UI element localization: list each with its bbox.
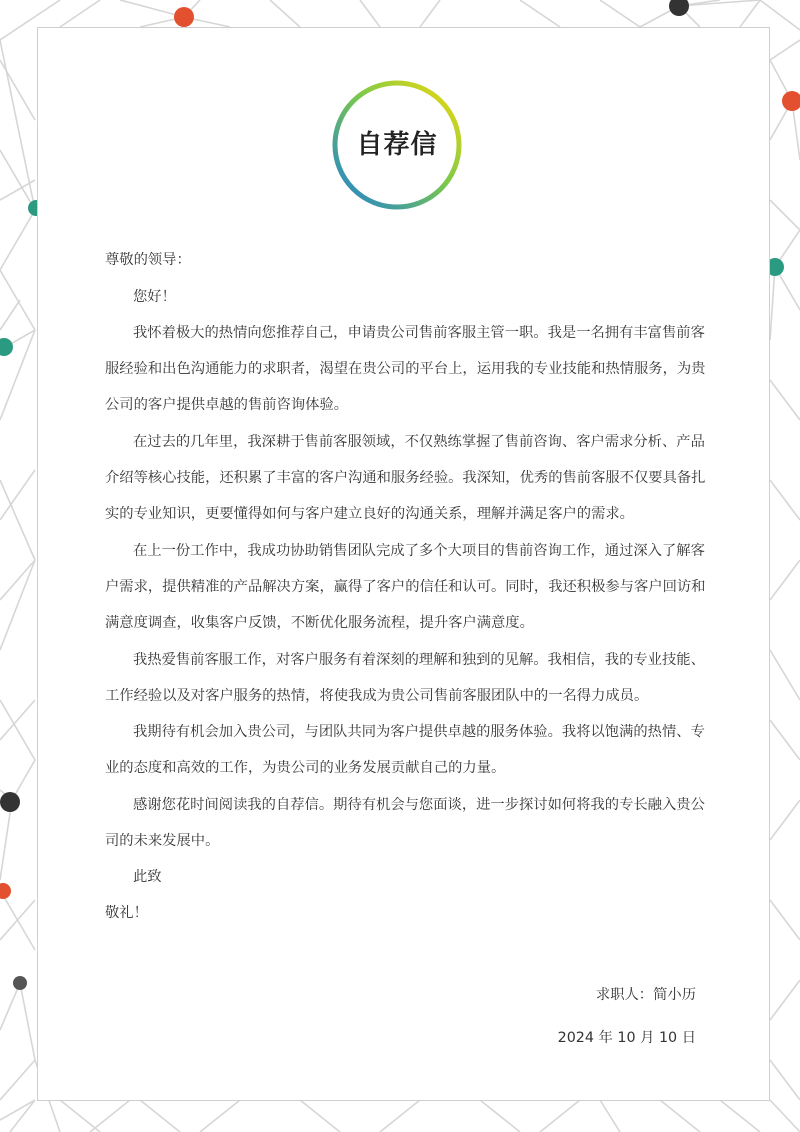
- body-line: 公司的客户提供卓越的售前咨询体验。: [105, 397, 349, 413]
- network-line: [0, 300, 20, 330]
- network-line: [770, 650, 800, 700]
- network-line: [760, 0, 800, 30]
- greeting: 您好！: [133, 289, 176, 305]
- network-node-dot: [174, 7, 194, 27]
- network-line: [0, 1100, 35, 1120]
- network-line: [0, 40, 35, 210]
- body-line: 服经验和出色沟通能力的求职者，渴望在贵公司的平台上，运用我的专业技能和热情服务，为贵: [105, 361, 706, 377]
- network-line: [90, 1100, 130, 1132]
- network-line: [520, 0, 560, 27]
- network-line: [540, 1100, 580, 1132]
- network-line: [600, 1100, 620, 1132]
- network-line: [60, 1100, 100, 1132]
- network-line: [0, 700, 35, 740]
- network-line: [300, 1100, 340, 1132]
- network-line: [10, 1100, 35, 1132]
- signature: 求职人：简小历: [595, 987, 696, 1003]
- body-line: 感谢您花时间阅读我的自荐信。期待有机会与您面谈，进一步探讨如何将我的专长融入贵公: [133, 797, 705, 813]
- body-line: 我怀着极大的热情向您推荐自己，申请贵公司售前客服主管一职。我是一名拥有丰富售前客: [133, 325, 705, 341]
- network-line: [0, 480, 35, 560]
- page-title: 自荐信: [356, 130, 438, 160]
- network-line: [480, 1100, 520, 1132]
- network-line: [720, 1100, 760, 1132]
- network-line: [0, 150, 35, 210]
- network-node-dot: [0, 338, 13, 356]
- network-line: [0, 210, 35, 270]
- body-line: 业的态度和高效的工作，为贵公司的业务发展贡献自己的力量。: [105, 760, 506, 776]
- body-line: 在过去的几年里，我深耕于售前客服领域，不仅熟练掌握了售前咨询、客户需求分析、产品: [133, 434, 705, 450]
- network-line: [770, 800, 800, 840]
- salutation: 尊敬的领导：: [105, 252, 191, 268]
- network-line: [0, 1060, 35, 1100]
- network-line: [0, 700, 35, 760]
- network-line: [0, 800, 12, 880]
- regards: 敬礼！: [105, 905, 148, 921]
- network-line: [270, 0, 300, 27]
- network-line: [770, 1060, 800, 1100]
- network-line: [200, 1100, 240, 1132]
- network-line: [770, 267, 775, 340]
- body-line: 户需求，提供精准的产品解决方案，赢得了客户的信任和认可。同时，我还积极参与客户回访和: [105, 579, 706, 595]
- network-line: [679, 0, 760, 6]
- network-line: [0, 470, 35, 520]
- network-line: [770, 900, 800, 940]
- body-line: 实的专业知识，更要懂得如何与客户建立良好的沟通关系，理解并满足客户的需求。: [105, 506, 634, 522]
- network-line: [0, 60, 35, 120]
- network-line: [770, 980, 800, 1020]
- network-line: [740, 0, 760, 27]
- body-line: 司的未来发展中。: [105, 833, 220, 849]
- network-line: [0, 900, 35, 940]
- network-line: [770, 560, 800, 600]
- network-line: [140, 1100, 180, 1132]
- network-line: [660, 1100, 700, 1132]
- body-line: 我热爱售前客服工作，对客户服务有着深刻的理解和独到的见解。我相信，我的专业技能、: [133, 652, 705, 668]
- network-line: [770, 480, 800, 520]
- network-node-dot: [13, 976, 27, 990]
- network-line: [770, 40, 800, 60]
- network-line: [0, 983, 20, 1030]
- network-line: [770, 380, 800, 420]
- network-line: [420, 0, 440, 27]
- body-line: 工作经验以及对客户服务的热情，将使我成为贵公司售前客服团队中的一名得力成员。: [105, 688, 649, 704]
- network-line: [20, 983, 35, 1060]
- network-line: [380, 1100, 420, 1132]
- title-badge: [330, 78, 464, 212]
- network-line: [60, 0, 100, 27]
- body-line: 我期待有机会加入贵公司，与团队共同为客户提供卓越的服务体验。我将以饱满的热情、专: [133, 724, 705, 740]
- date: 2024 年 10 月 10 日: [557, 1030, 696, 1046]
- network-line: [770, 720, 800, 760]
- network-line: [360, 0, 380, 27]
- network-line: [770, 200, 800, 230]
- network-line: [0, 180, 35, 200]
- network-line: [770, 1100, 800, 1132]
- network-line: [0, 560, 35, 600]
- body-line: 满意度调查，收集客户反馈，不断优化服务流程，提升客户满意度。: [105, 615, 534, 631]
- body-line: 在上一份工作中，我成功协助销售团队完成了多个大项目的售前咨询工作，通过深入了解客: [133, 543, 705, 559]
- network-node-dot: [0, 883, 11, 899]
- body-line: 介绍等核心技能，还积累了丰富的客户沟通和服务经验。我深知，优秀的售前客服不仅要具备扎: [105, 470, 706, 486]
- network-node-dot: [782, 91, 800, 111]
- network-line: [600, 0, 640, 27]
- network-line: [0, 560, 35, 650]
- network-node-dot: [0, 792, 20, 812]
- closing: 此致: [133, 869, 162, 885]
